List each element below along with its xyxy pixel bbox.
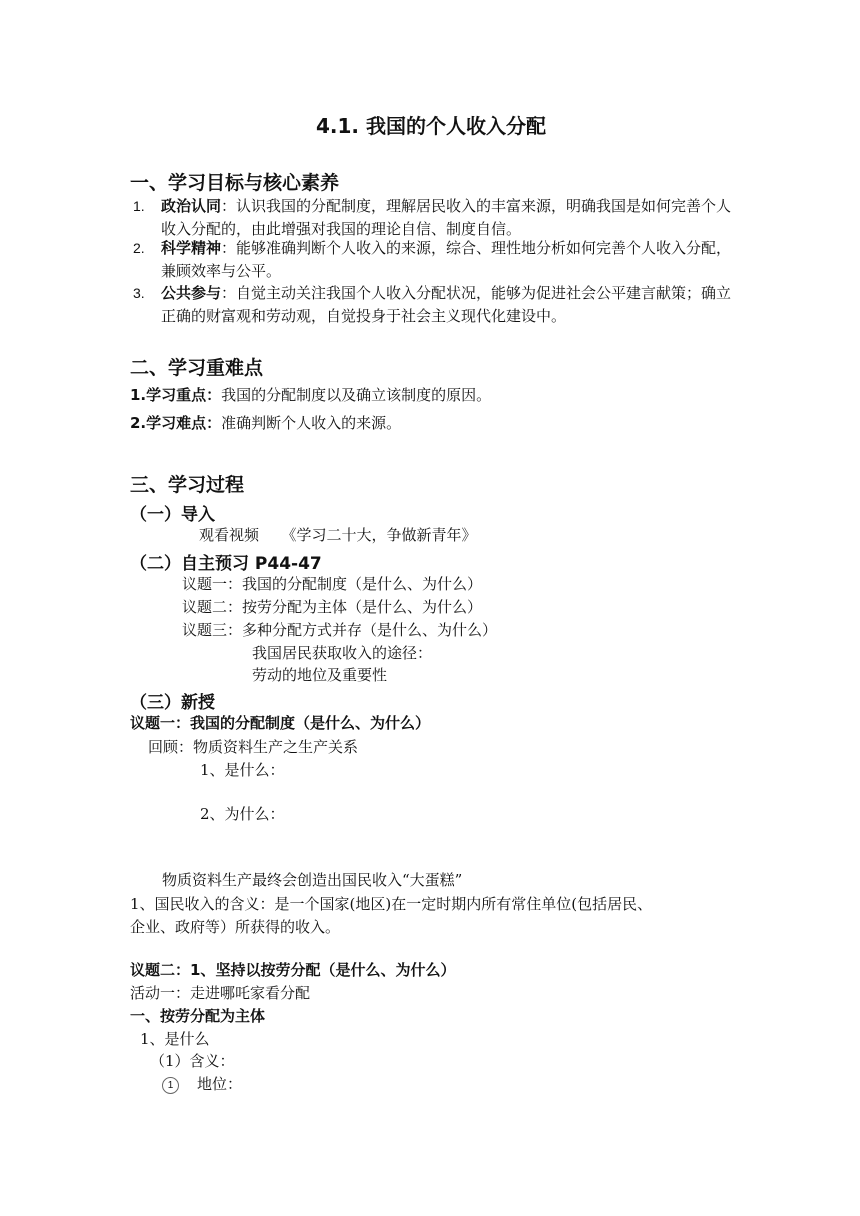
difficulty-line [130,412,401,435]
objective-body: ：自觉主动关注我国个人收入分配状况，能够为促进社会公平建言献策；确立正确的财富观和劳动观，自觉投身于社会主义现代化建设中。 [161,284,732,325]
preview-line: 议题三：多种分配方式并存（是什么、为什么） [182,621,498,639]
sub-heading: 一、按劳分配为主体 [130,1007,266,1025]
preview-heading: （二）自主预习 P44-47 [130,554,322,574]
intro-video-line: 观看视频 《学习二十大，争做新青年》 [199,526,477,544]
objective-item-1 [133,195,733,241]
objective-text [161,237,733,283]
cake-line: 物质资料生产最终会创造出国民收入“大蛋糕” [162,871,463,889]
objective-label: 政治认同 [161,197,222,215]
objective-number: 2. [133,240,145,256]
topic2-heading: 议题二：1、坚持以按劳分配（是什么、为什么） [130,961,456,979]
what-line: 1、是什么： [200,761,285,779]
preview-line: 劳动的地位及重要性 [252,666,388,684]
key-point-line [130,384,491,407]
objective-label: 科学精神 [161,239,222,257]
section1-heading: 一、学习目标与核心素养 [130,172,340,194]
circled-number: 1 [162,1077,179,1094]
difficulty-label: 2.学习难点： [130,414,222,432]
objective-number: 3. [133,285,145,301]
objective-body: ：认识我国的分配制度，理解居民收入的丰富来源，明确我国是如何完善个人收入分配的，由此增强对我国的理论自信、制度自信。 [161,197,732,238]
objective-body: ：能够准确判断个人收入的来源，综合、理性地分析如何完善个人收入分配，兼顾效率与公平。 [161,239,732,280]
review-line: 回顾：物质资料生产之生产关系 [148,738,359,756]
objective-text [161,195,733,241]
objective-text [161,282,733,328]
objective-item-2 [133,237,733,283]
objective-item-3 [133,282,733,328]
status-line [162,1073,242,1096]
meaning-line: （1）含义： [150,1052,235,1070]
why-line: 2、为什么： [200,805,285,823]
preview-line: 议题二：按劳分配为主体（是什么、为什么） [182,598,483,616]
preview-line: 我国居民获取收入的途径： [252,644,433,662]
difficulty-text: 准确判断个人收入的来源。 [221,414,402,432]
page-title: 4.1. 我国的个人收入分配 [316,114,546,138]
key-point-label: 1.学习重点： [130,386,222,404]
section3-heading: 三、学习过程 [130,474,245,496]
preview-line: 议题一：我国的分配制度（是什么、为什么） [182,575,483,593]
section2-heading: 二、学习重难点 [130,357,264,379]
objective-label: 公共参与 [161,284,222,302]
new-lesson-heading: （三）新授 [130,693,215,713]
income-line-1: 1、国民收入的含义：是一个国家(地区)在一定时期内所有常住单位(包括居民、 [130,895,653,913]
status-label: 地位： [197,1075,243,1093]
sub-what-line: 1、是什么 [140,1030,210,1048]
key-point-text: 我国的分配制度以及确立该制度的原因。 [221,386,492,404]
objective-number: 1. [133,198,145,214]
intro-heading: （一）导入 [130,505,215,525]
income-line-2: 企业、政府等）所获得的收入。 [130,918,341,936]
topic1-heading: 议题一：我国的分配制度（是什么、为什么） [130,714,431,732]
activity-line: 活动一：走进哪吒家看分配 [130,984,311,1002]
